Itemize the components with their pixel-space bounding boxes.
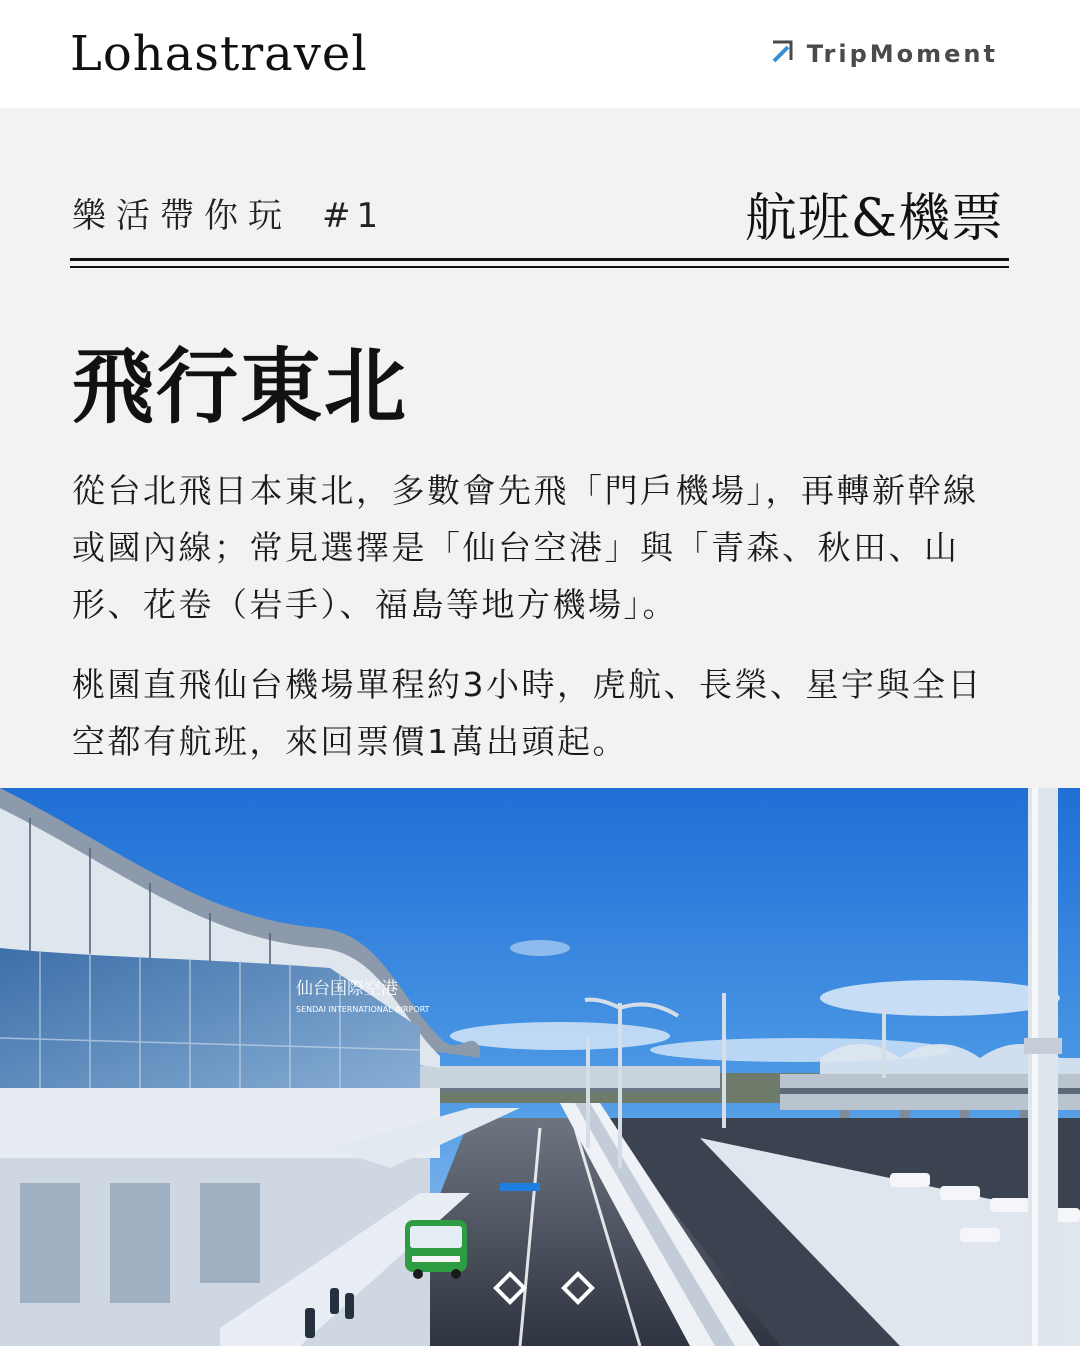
- category-title: 航班&機票: [744, 189, 1004, 249]
- bus-icon: [405, 1220, 467, 1279]
- brand-logo: Lohastravel: [70, 26, 368, 82]
- partner-name: TripMoment: [806, 40, 998, 68]
- arrow-up-right-icon: [769, 38, 797, 70]
- airport-illustration: [0, 788, 1080, 1346]
- divider-thick: [70, 258, 1009, 261]
- terminal-sign-en: SENDAI INTERNATIONAL AIRPORT: [296, 1005, 430, 1014]
- page-title: 飛行東北: [72, 339, 409, 435]
- divider-thin: [70, 266, 1009, 268]
- airport-photo: [0, 788, 1080, 1346]
- top-bar: [0, 0, 1080, 108]
- body-paragraph-1: 從台北飛日本東北，多數會先飛「門戶機場」，再轉新幹線或國內線；常見選擇是「仙台空港」與「青森、秋田、山形、花卷（岩手）、福島等地方機場」。: [72, 471, 979, 624]
- terminal-sign-jp: 仙台国際空港: [296, 979, 398, 999]
- series-title: 樂活帶你玩: [72, 196, 292, 236]
- series-label: [72, 188, 384, 237]
- body-paragraph-2: 桃園直飛仙台機場單程約3小時，虎航、長榮、星宇與全日空都有航班，來回票價1萬出頭起。: [72, 665, 983, 761]
- series-number: #1: [322, 196, 385, 236]
- partner-logo: [769, 38, 998, 70]
